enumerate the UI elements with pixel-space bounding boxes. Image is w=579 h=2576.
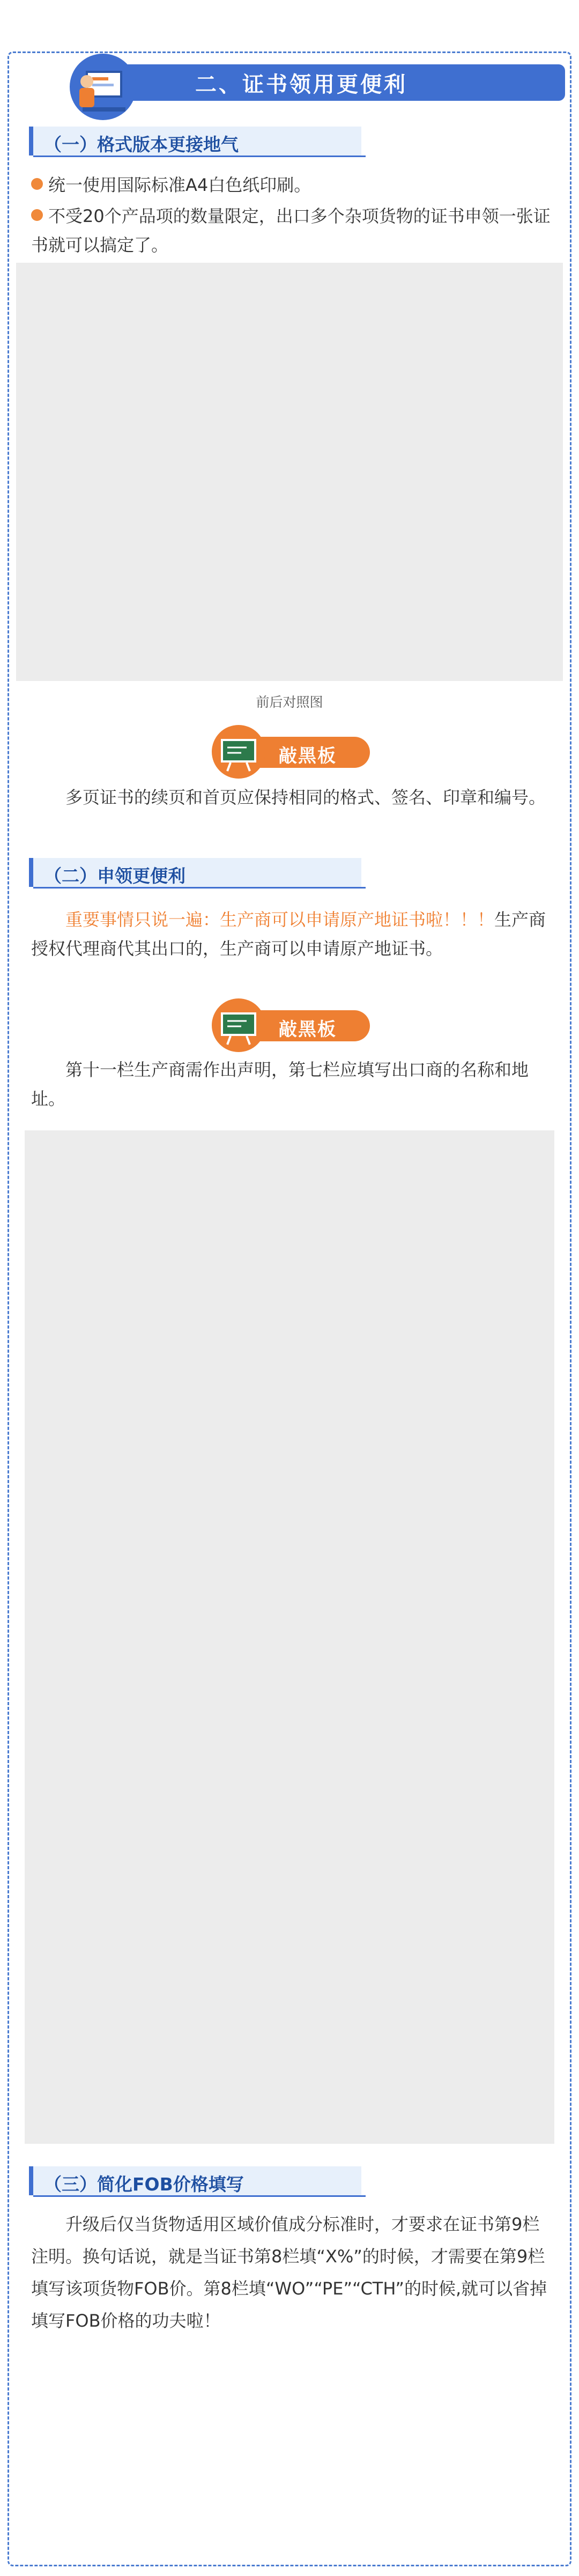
page-title: 二、证书领用更便利 bbox=[195, 72, 407, 97]
image-placeholder bbox=[16, 263, 563, 681]
blackboard-icon bbox=[209, 997, 268, 1053]
bullet-icon bbox=[31, 178, 43, 190]
image-placeholder bbox=[25, 1130, 554, 2144]
blackboard-badge bbox=[209, 724, 370, 778]
blackboard-icon bbox=[209, 724, 268, 780]
section-underline bbox=[33, 2195, 366, 2197]
bullet-text: 不受20个产品项的数量限定，出口多个杂项货物的证书申领一张证书就可以搞定了。 bbox=[31, 206, 551, 255]
section-underline bbox=[33, 156, 366, 157]
section-header-1 bbox=[29, 127, 361, 156]
s3-body: 升级后仅当货物适用区域价值成分标准时，才要求在证书第9栏注明。换句话说，就是当证书第8栏填“X%”的时候，才需要在第9栏填写该项货物FOB价。第8栏填“WO”“PE”“CTH”的时候,就可以省掉填写FOB价格的功夫啦！ bbox=[31, 2214, 547, 2331]
s2-body-text: 生产商授权代理商代其出口的，生产商可以申请原产地证书。 bbox=[31, 909, 546, 959]
badge-label: 敲黑板 bbox=[279, 1019, 337, 1040]
title-banner bbox=[34, 51, 553, 103]
teacher-icon bbox=[65, 51, 140, 122]
section-header-2 bbox=[29, 858, 361, 887]
bullet-icon bbox=[31, 209, 43, 221]
s1-blackboard-note: 多页证书的续页和首页应保持相同的格式、签名、印章和编号。 bbox=[65, 787, 546, 808]
s2-highlight: 重要事情只说一遍：生产商可以申请原产地证书啦！！！ bbox=[65, 909, 495, 930]
badge-label: 敲黑板 bbox=[279, 745, 337, 767]
s1-bullet-2 bbox=[31, 202, 556, 260]
section-title: （一）格式版本更接地气 bbox=[44, 134, 239, 155]
section-header-3 bbox=[29, 2166, 361, 2195]
section-title: （二）申领更便利 bbox=[44, 865, 185, 886]
s2-body bbox=[31, 905, 556, 963]
s2-blackboard-note: 第十一栏生产商需作出声明，第七栏应填写出口商的名称和地址。 bbox=[31, 1060, 529, 1109]
section-title: （三）简化FOB价格填写 bbox=[44, 2174, 244, 2195]
section-underline bbox=[33, 887, 366, 889]
image-caption: 前后对照图 bbox=[256, 694, 323, 710]
s1-bullet-1 bbox=[31, 171, 546, 199]
bullet-text: 统一使用国际标准A4白色纸印刷。 bbox=[48, 175, 311, 195]
blackboard-badge bbox=[209, 997, 370, 1051]
